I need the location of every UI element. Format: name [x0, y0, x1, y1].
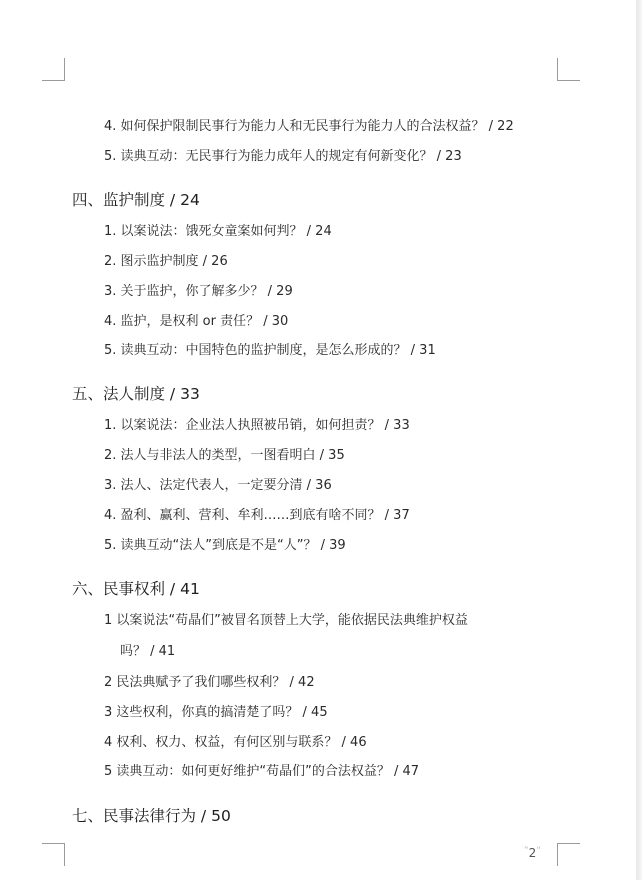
toc-section-heading: 五、法人制度 / 33 [72, 385, 200, 403]
toc-item: 4. 监护，是权利 or 责任？ / 30 [104, 314, 289, 329]
toc-item: 1. 以案说法：饿死女童案如何判？ / 24 [104, 224, 332, 239]
toc-item: 5 读典互动：如何更好维护“苟晶们”的合法权益？ / 47 [104, 764, 420, 779]
corner-mark-bottom-right [557, 843, 580, 866]
toc-item-continuation: 吗？ / 41 [120, 644, 176, 659]
field-close-mark: “ [536, 846, 541, 856]
toc-item: 4. 如何保护限制民事行为能力人和无民事行为能力人的合法权益？ / 22 [104, 119, 514, 134]
page-number [524, 846, 541, 860]
toc-item: 2. 法人与非法人的类型，一图看明白 / 35 [104, 448, 345, 463]
toc-section-heading: 七、民事法律行为 / 50 [72, 807, 231, 825]
toc-item: 3 这些权利，你真的搞清楚了吗？ / 45 [104, 705, 328, 720]
toc-item: 2 民法典赋予了我们哪些权利？ / 42 [104, 675, 315, 690]
corner-mark-top-right [557, 58, 580, 81]
toc-item: 5. 读典互动：无民事行为能力成年人的规定有何新变化？ / 23 [104, 149, 462, 164]
page-edge [636, 0, 642, 880]
page-number-value: 2 [528, 846, 537, 860]
corner-mark-bottom-left [42, 843, 65, 866]
toc-item: 4 权利、权力、权益，有何区别与联系？ / 46 [104, 735, 367, 750]
toc-item: 5. 读典互动：中国特色的监护制度，是怎么形成的？ / 31 [104, 343, 436, 358]
toc-item: 1 以案说法“苟晶们”被冒名顶替上大学，能依据民法典维护权益 [104, 613, 468, 628]
toc-item: 5. 读典互动“法人”到底是不是“人”？ / 39 [104, 538, 346, 553]
corner-mark-top-left [42, 58, 65, 81]
toc-item: 2. 图示监护制度 / 26 [104, 254, 228, 269]
toc-item: 4. 盈利、赢利、营利、牟利……到底有啥不同？ / 37 [104, 508, 410, 523]
toc-item: 3. 法人、法定代表人，一定要分清 / 36 [104, 478, 332, 493]
toc-section-heading: 六、民事权利 / 41 [72, 580, 200, 598]
toc-item: 3. 关于监护，你了解多少？ / 29 [104, 284, 293, 299]
toc-item: 1. 以案说法：企业法人执照被吊销，如何担责？ / 33 [104, 418, 410, 433]
toc-section-heading: 四、监护制度 / 24 [72, 191, 200, 209]
field-open-mark: ‟ [524, 846, 529, 856]
